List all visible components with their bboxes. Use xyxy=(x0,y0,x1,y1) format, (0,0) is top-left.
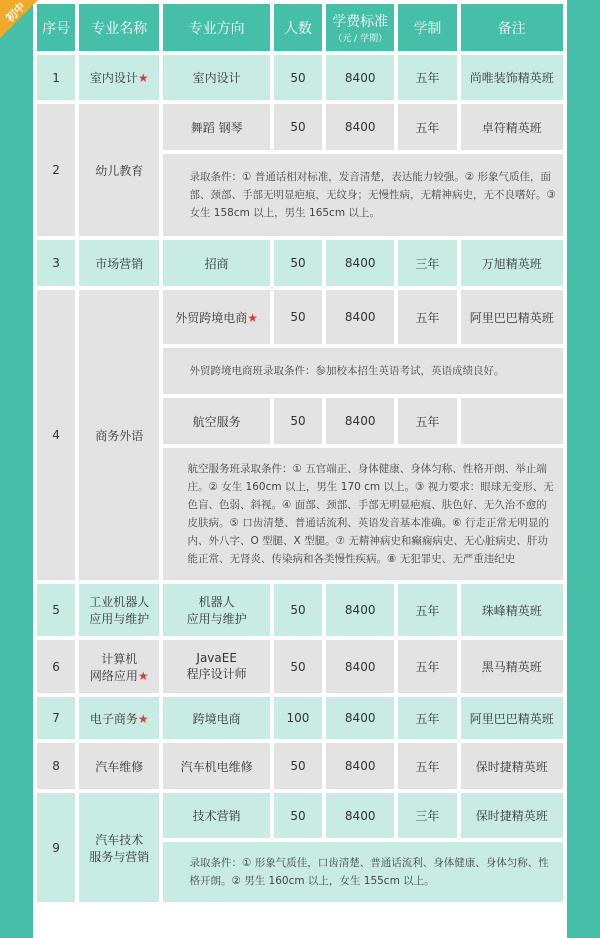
cell-remark xyxy=(461,398,563,444)
cell-major: 汽车技术 服务与营销 xyxy=(79,793,159,902)
cell-remark: 保时捷精英班 xyxy=(461,743,563,789)
cell-direction: 室内设计 xyxy=(163,55,269,100)
header-remark: 备注 xyxy=(461,4,563,51)
cell-count: 50 xyxy=(274,55,322,100)
cell-fee: 8400 xyxy=(326,398,394,444)
header-fee: 学费标准 （元 / 学期） xyxy=(326,4,394,51)
cell-years: 五年 xyxy=(398,398,456,444)
cell-count: 50 xyxy=(274,240,322,286)
header-direction: 专业方向 xyxy=(163,4,269,51)
cell-direction: 汽车机电维修 xyxy=(163,743,269,789)
cell-major: 电子商务★ xyxy=(79,697,159,739)
cell-fee: 8400 xyxy=(326,743,394,789)
cell-direction: 招商 xyxy=(163,240,269,286)
header-row xyxy=(37,4,563,51)
cell-seq: 8 xyxy=(37,743,75,789)
cell-seq: 5 xyxy=(37,584,75,636)
cell-count: 50 xyxy=(274,290,322,344)
cell-years: 五年 xyxy=(398,743,456,789)
cell-direction: 技术营销 xyxy=(163,793,269,838)
cell-seq: 9 xyxy=(37,793,75,902)
table-row xyxy=(37,104,563,150)
cell-major: 计算机 网络应用★ xyxy=(79,640,159,693)
header-count: 人数 xyxy=(274,4,322,51)
admission-note: 外贸跨境电商班录取条件：参加校本招生英语考试，英语成绩良好。 xyxy=(163,348,563,394)
table-row xyxy=(37,240,563,286)
cell-count: 50 xyxy=(274,743,322,789)
cell-count: 50 xyxy=(274,793,322,838)
cell-count: 100 xyxy=(274,697,322,739)
cell-fee: 8400 xyxy=(326,55,394,100)
cell-seq: 4 xyxy=(37,290,75,580)
table-row xyxy=(37,640,563,693)
cell-years: 五年 xyxy=(398,290,456,344)
cell-seq: 6 xyxy=(37,640,75,693)
cell-fee: 8400 xyxy=(326,240,394,286)
header-major: 专业名称 xyxy=(79,4,159,51)
table-row xyxy=(37,697,563,739)
admission-note: 录取条件：① 形象气质佳，口齿清楚、普通话流利、身体健康、身体匀称、性格开朗。② 男生 160cm 以上，女生 155cm 以上。 xyxy=(163,842,563,902)
cell-count: 50 xyxy=(274,398,322,444)
cell-remark: 黑马精英班 xyxy=(461,640,563,693)
cell-fee: 8400 xyxy=(326,793,394,838)
cell-years: 五年 xyxy=(398,55,456,100)
table-row xyxy=(37,584,563,636)
cell-direction: 外贸跨境电商★ xyxy=(163,290,269,344)
cell-remark: 珠峰精英班 xyxy=(461,584,563,636)
cell-remark: 阿里巴巴精英班 xyxy=(461,290,563,344)
header-years: 学制 xyxy=(398,4,456,51)
cell-major: 商务外语 xyxy=(79,290,159,580)
cell-direction: 舞蹈 钢琴 xyxy=(163,104,269,150)
cell-major: 幼儿教育 xyxy=(79,104,159,236)
cell-remark: 万旭精英班 xyxy=(461,240,563,286)
cell-fee: 8400 xyxy=(326,584,394,636)
corner-badge-text: 初中 xyxy=(3,0,29,25)
cell-fee: 8400 xyxy=(326,104,394,150)
cell-seq: 3 xyxy=(37,240,75,286)
cell-seq: 7 xyxy=(37,697,75,739)
cell-fee: 8400 xyxy=(326,290,394,344)
cell-direction: 跨境电商 xyxy=(163,697,269,739)
cell-major: 市场营销 xyxy=(79,240,159,286)
cell-remark: 卓符精英班 xyxy=(461,104,563,150)
cell-years: 三年 xyxy=(398,240,456,286)
cell-remark: 阿里巴巴精英班 xyxy=(461,697,563,739)
cell-direction: 机器人 应用与维护 xyxy=(163,584,269,636)
table-row xyxy=(37,55,563,100)
cell-years: 五年 xyxy=(398,104,456,150)
admission-note: 录取条件：① 普通话相对标准，发音清楚，表达能力较强。② 形象气质佳，面部、颈部、手部无明显疤痕，无纹身；无慢性病，无精神病史，无不良嗜好。③ 女生 158cm 以上，男生 165cm 以上。 xyxy=(163,154,563,236)
cell-direction: 航空服务 xyxy=(163,398,269,444)
cell-count: 50 xyxy=(274,584,322,636)
cell-seq: 1 xyxy=(37,55,75,100)
cell-remark: 保时捷精英班 xyxy=(461,793,563,838)
cell-count: 50 xyxy=(274,104,322,150)
cell-years: 三年 xyxy=(398,793,456,838)
admission-note: 航空服务班录取条件：① 五官端正、身体健康、身体匀称、性格开朗、举止端庄。② 女生 160cm 以上，男生 170 cm 以上。③ 视力要求：眼球无变形、无色盲、色弱、斜视。④ 面部、颈部、手部无明显疤痕、肤色好、无久治不愈的皮肤病。⑤ 口齿清楚、普通话流利、英语发音基本准确。⑥ 行走正常无明显的内、外八字、O 型腿、X 型腿。⑦ 无精神病史和癫痫病史、无心脏病史、肝功能正常、无肾炎、传染病和各类慢性疾病。⑧ 无犯罪史、无严重违纪史 xyxy=(163,448,563,580)
cell-major: 汽车维修 xyxy=(79,743,159,789)
cell-major: 工业机器人 应用与维护 xyxy=(79,584,159,636)
table-row xyxy=(37,743,563,789)
cell-years: 五年 xyxy=(398,697,456,739)
cell-remark: 尚唯装饰精英班 xyxy=(461,55,563,100)
cell-years: 五年 xyxy=(398,640,456,693)
table-row xyxy=(37,793,563,838)
table-row xyxy=(37,290,563,344)
cell-seq: 2 xyxy=(37,104,75,236)
cell-direction: JavaEE 程序设计师 xyxy=(163,640,269,693)
header-seq: 序号 xyxy=(37,4,75,51)
cell-years: 五年 xyxy=(398,584,456,636)
cell-count: 50 xyxy=(274,640,322,693)
cell-fee: 8400 xyxy=(326,697,394,739)
cell-major: 室内设计★ xyxy=(79,55,159,100)
cell-fee: 8400 xyxy=(326,640,394,693)
majors-table xyxy=(33,0,567,906)
